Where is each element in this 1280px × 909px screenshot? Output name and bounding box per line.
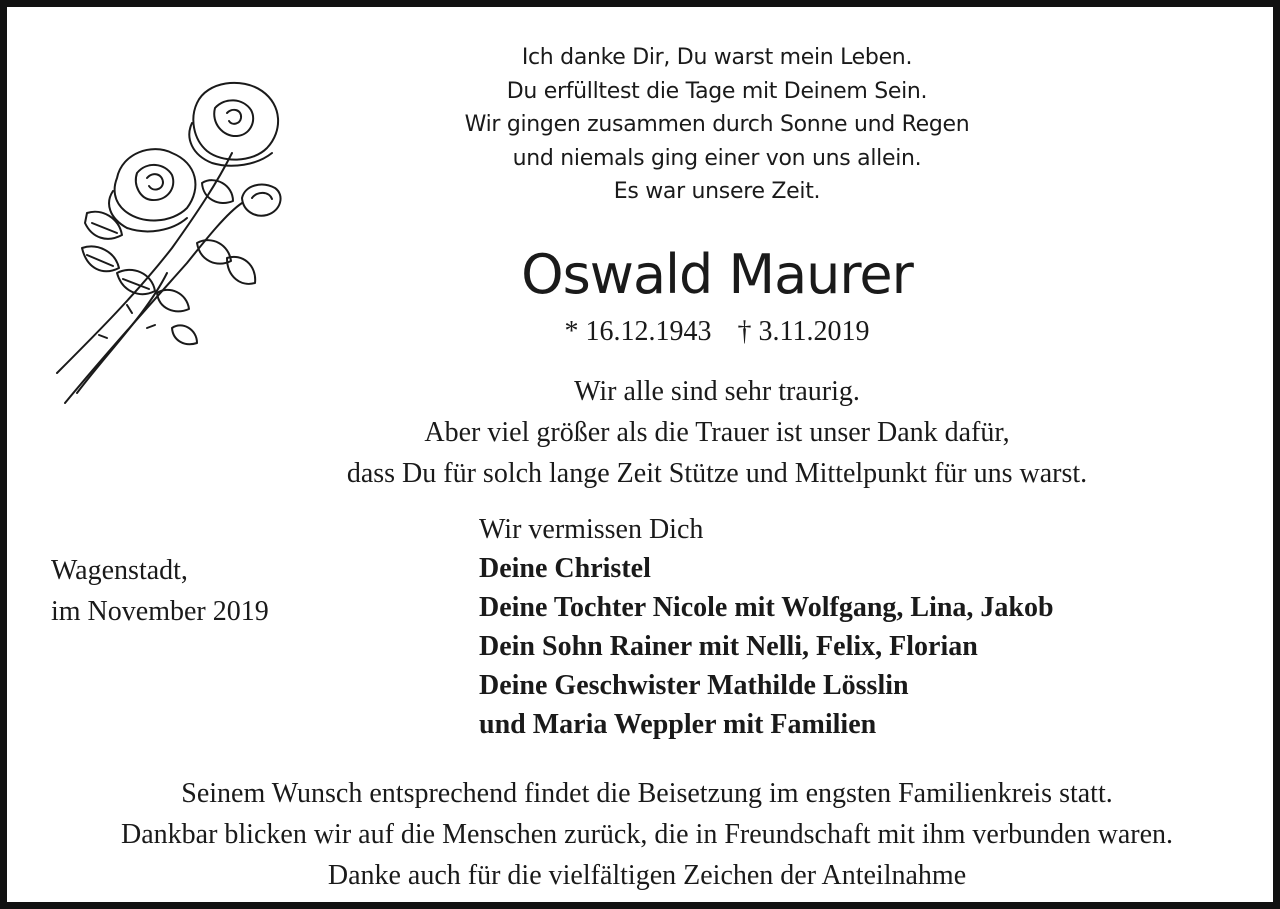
mourner-line: Dein Sohn Rainer mit Nelli, Felix, Florian [479, 631, 978, 662]
message-line: dass Du für solch lange Zeit Stütze und Mittelpunkt für uns warst. [346, 458, 1088, 489]
life-dates [307, 312, 1127, 352]
mourner-line: Deine Christel [479, 553, 651, 584]
poem-line: und niemals ging einer von uns allein. [512, 145, 922, 171]
mourner-line: Deine Geschwister Mathilde Lösslin [479, 670, 909, 701]
place-town: Wagenstadt, [51, 555, 188, 586]
mourning-message [167, 371, 1267, 494]
mourner-line: Deine Tochter Nicole mit Wolfgang, Lina, Jakob [479, 592, 1054, 623]
poem-line: Es war unsere Zeit. [613, 179, 821, 204]
poem-line: Du erfülltest die Tage mit Deinem Sein. [506, 78, 928, 104]
funeral-notice [27, 773, 1267, 896]
poem-line: Ich danke Dir, Du warst mein Leben. [521, 45, 913, 70]
place-and-date [51, 550, 269, 632]
mourner-line: und Maria Weppler mit Familien [479, 709, 877, 740]
deceased-name: Oswald Maurer [521, 243, 913, 306]
rose-illustration-icon [47, 73, 297, 413]
place-date: im November 2019 [51, 596, 269, 627]
footer-line: Seinem Wunsch entsprechend findet die Beisetzung im engsten Familienkreis statt. [181, 778, 1113, 809]
mourners-list [479, 510, 1054, 744]
footer-line: Danke auch für die vielfältigen Zeichen der Anteilnahme [327, 860, 967, 891]
message-line: Aber viel größer als die Trauer ist unser Dank dafür, [424, 417, 1010, 448]
birth-date: * 16.12.1943 [564, 316, 712, 347]
mourners-intro: Wir vermissen Dich [479, 514, 704, 545]
death-date: † 3.11.2019 [737, 316, 870, 347]
message-line: Wir alle sind sehr traurig. [574, 376, 860, 407]
footer-line: Dankbar blicken wir auf die Menschen zurück, die in Freundschaft mit ihm verbunden waren. [121, 819, 1173, 850]
poem-line: Wir gingen zusammen durch Sonne und Regen [464, 112, 970, 137]
poem [307, 41, 1127, 209]
